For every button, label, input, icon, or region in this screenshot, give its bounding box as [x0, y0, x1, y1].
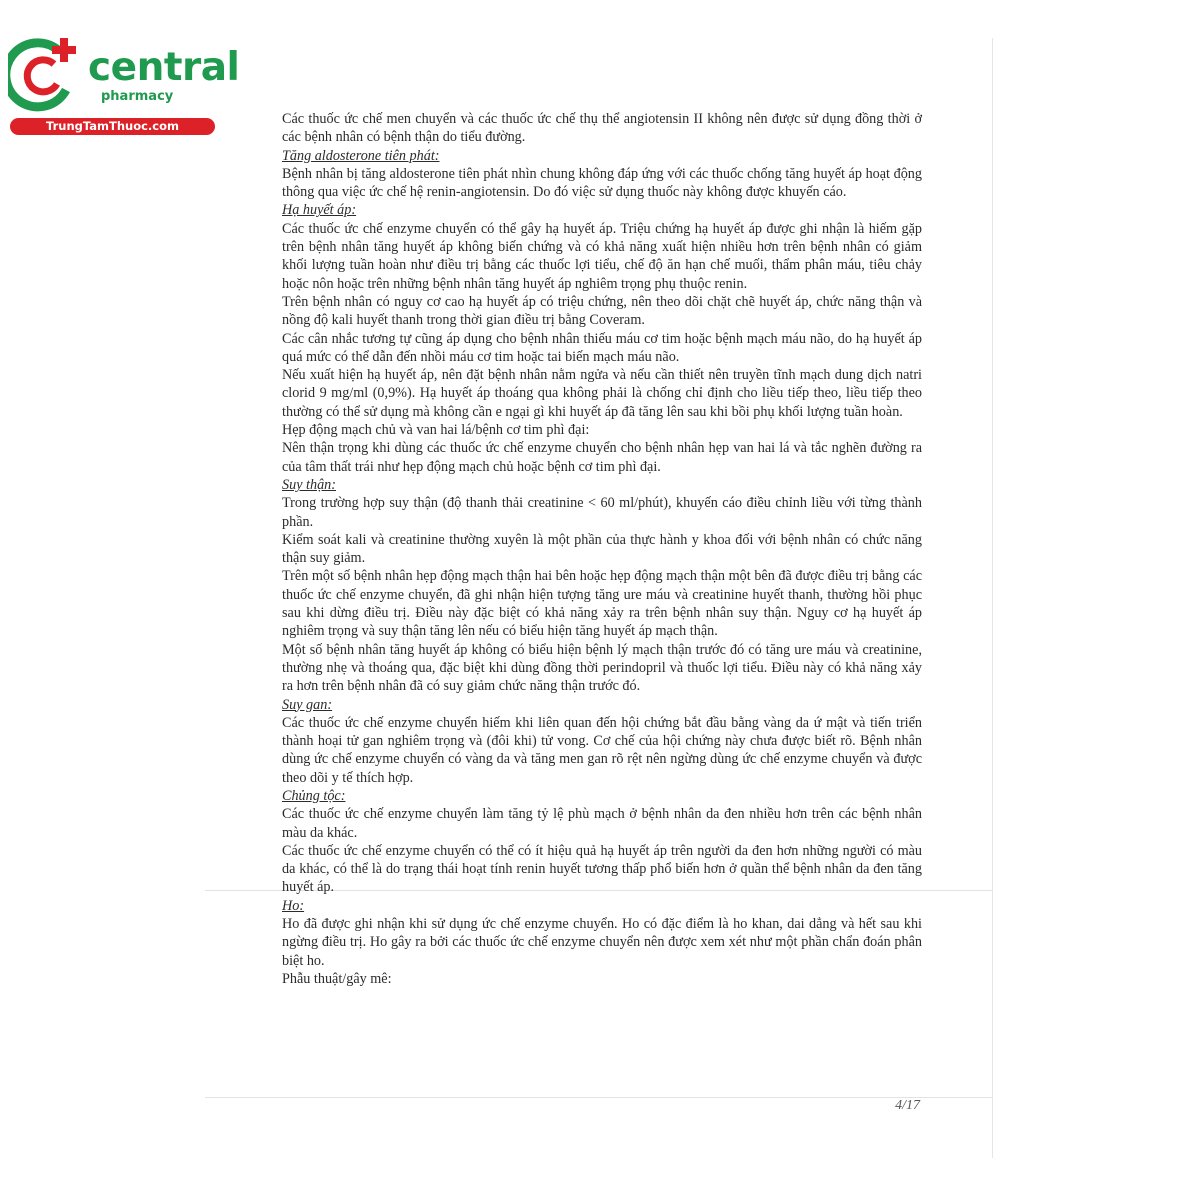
section-heading: Suy gan: — [282, 696, 333, 713]
pharmacy-cross-logo-icon — [8, 36, 90, 116]
brand-name: central — [88, 45, 240, 90]
section-heading: Hạ huyết áp: — [282, 202, 357, 219]
page-number: 4/17 — [895, 1098, 920, 1113]
paragraph: Trên một số bệnh nhân hẹp động mạch thận hai bên hoặc hẹp động mạch thận một bên đã được điều trị bằng các thuốc ức chế enzyme chuyển, đã ghi nhận hiện tượng tăng ure máu và creatinine huyết thanh, thường hồi phục sau khi dừng điều trị. Điều này đặc biệt có khả năng xảy ra trên bệnh nhân suy thận. Nguy cơ hạ huyết áp nghiêm trọng và suy thận tăng lên nếu có biểu hiện tăng huyết áp mạch thận. — [282, 568, 922, 640]
section-heading: Chủng tộc: — [282, 787, 346, 804]
paragraph: Trên bệnh nhân có nguy cơ cao hạ huyết áp có triệu chứng, nên theo dõi chặt chẽ huyết áp, chức năng thận và nồng độ kali huyết thanh trong thời gian điều trị bằng Coveram. — [282, 293, 922, 329]
paragraph: Các cân nhắc tương tự cũng áp dụng cho bệnh nhân thiếu máu cơ tim hoặc bệnh mạch máu não, do hạ huyết áp quá mức có thể dẫn đến nhồi máu cơ tim hoặc tai biến mạch máu não. — [282, 330, 922, 365]
brand-subtitle: pharmacy — [101, 89, 174, 104]
paragraph: Bệnh nhân bị tăng aldosterone tiên phát nhìn chung không đáp ứng với các thuốc chống tăng huyết áp hoạt động thông qua việc ức chế hệ renin-angiotensin. Do đó việc sử dụng thuốc này không được khuyến cáo. — [282, 165, 922, 201]
paragraph: Kiểm soát kali và creatinine thường xuyên là một phần của thực hành y khoa đối với bệnh nhân có chức năng thận suy giảm. — [282, 531, 922, 567]
paragraph: Trong trường hợp suy thận (độ thanh thải creatinine < 60 ml/phút), khuyến cáo điều chỉnh liều với từng thành phần. — [282, 495, 922, 530]
section-heading: Ho: — [282, 897, 305, 914]
page-edge — [992, 38, 993, 1158]
paragraph: Ho đã được ghi nhận khi sử dụng ức chế enzyme chuyển. Ho có đặc điểm là ho khan, dai dẳng và hết sau khi ngừng điều trị. Ho gây ra bởi các thuốc ức chế enzyme chuyển nên được xem xét như một phần chẩn đoán phân biệt ho. — [282, 916, 922, 969]
paragraph: Các thuốc ức chế enzyme chuyển hiếm khi liên quan đến hội chứng bắt đầu bằng vàng da ứ mật và tiến triển thành hoại tử gan nghiêm trọng và (đôi khi) tử vong. Cơ chế của hội chứng này chưa được biết rõ. Bệnh nhân dùng ức chế enzyme chuyển có vàng da và tăng men gan rõ rệt nên ngừng dùng ức chế enzyme chuyển và được theo dõi y tế thích hợp. — [282, 714, 922, 786]
paragraph: Phẫu thuật/gây mê: — [282, 970, 392, 987]
brand-url[interactable]: TrungTamThuoc.com — [10, 118, 215, 135]
section-heading: Suy thận: — [282, 476, 336, 493]
paragraph: Nên thận trọng khi dùng các thuốc ức chế enzyme chuyển cho bệnh nhân hẹp van hai lá và tắc nghẽn đường ra của tâm thất trái như hẹp động mạch chủ hoặc bệnh cơ tim phì đại. — [282, 440, 922, 475]
paragraph: Các thuốc ức chế enzyme chuyển có thể gây hạ huyết áp. Triệu chứng hạ huyết áp được ghi nhận là hiếm gặp trên bệnh nhân tăng huyết áp không biến chứng và có khả năng xuất hiện nhiều hơn trên bệnh nhân có giảm khối lượng tuần hoàn như điều trị bằng các thuốc lợi tiểu, chế độ ăn hạn chế muối, thẩm phân máu, tiêu chảy hoặc nôn hoặc trên những bệnh nhân tăng huyết áp nghiêm trọng phụ thuộc renin. — [282, 220, 922, 292]
paragraph: Một số bệnh nhân tăng huyết áp không có biểu hiện bệnh lý mạch thận trước đó có tăng ure máu và creatinine, thường nhẹ và thoáng qua, đặc biệt khi dùng đồng thời perindopril và thuốc lợi tiểu. Điều này có khả năng xảy ra hơn trên bệnh nhân đã có suy giảm chức năng thận trước đó. — [282, 641, 922, 695]
paragraph: Nếu xuất hiện hạ huyết áp, nên đặt bệnh nhân nằm ngửa và nếu cần thiết nên truyền tĩnh mạch dung dịch natri clorid 9 mg/ml (0,9%). Hạ huyết áp thoáng qua không phải là chống chỉ định cho liều tiếp theo, liều tiếp theo thường có thể sử dụng mà không cần e ngại gì khi huyết áp đã tăng lên sau khi bồi phụ khối lượng tuần hoàn. — [282, 367, 922, 420]
section-heading: Tăng aldosterone tiên phát: — [282, 147, 440, 164]
document-body — [282, 110, 922, 988]
scan-line — [205, 1097, 993, 1098]
paragraph: Các thuốc ức chế men chuyển và các thuốc ức chế thụ thể angiotensin II không nên được sử dụng đồng thời ở các bệnh nhân có bệnh thận do tiểu đường. — [282, 111, 922, 146]
paragraph: Các thuốc ức chế enzyme chuyển làm tăng tỷ lệ phù mạch ở bệnh nhân da đen nhiều hơn trên các bệnh nhân màu da khác. — [282, 806, 922, 841]
paragraph: Các thuốc ức chế enzyme chuyển có thể có ít hiệu quả hạ huyết áp trên người da đen hơn những người có màu da khác, có thể là do trạng thái hoạt tính renin huyết tương thấp phổ biến hơn ở quần thể bệnh nhân da đen tăng huyết áp. — [282, 842, 922, 896]
brand-logo — [8, 36, 240, 136]
paragraph: Hẹp động mạch chủ và van hai lá/bệnh cơ tim phì đại: — [282, 422, 590, 439]
